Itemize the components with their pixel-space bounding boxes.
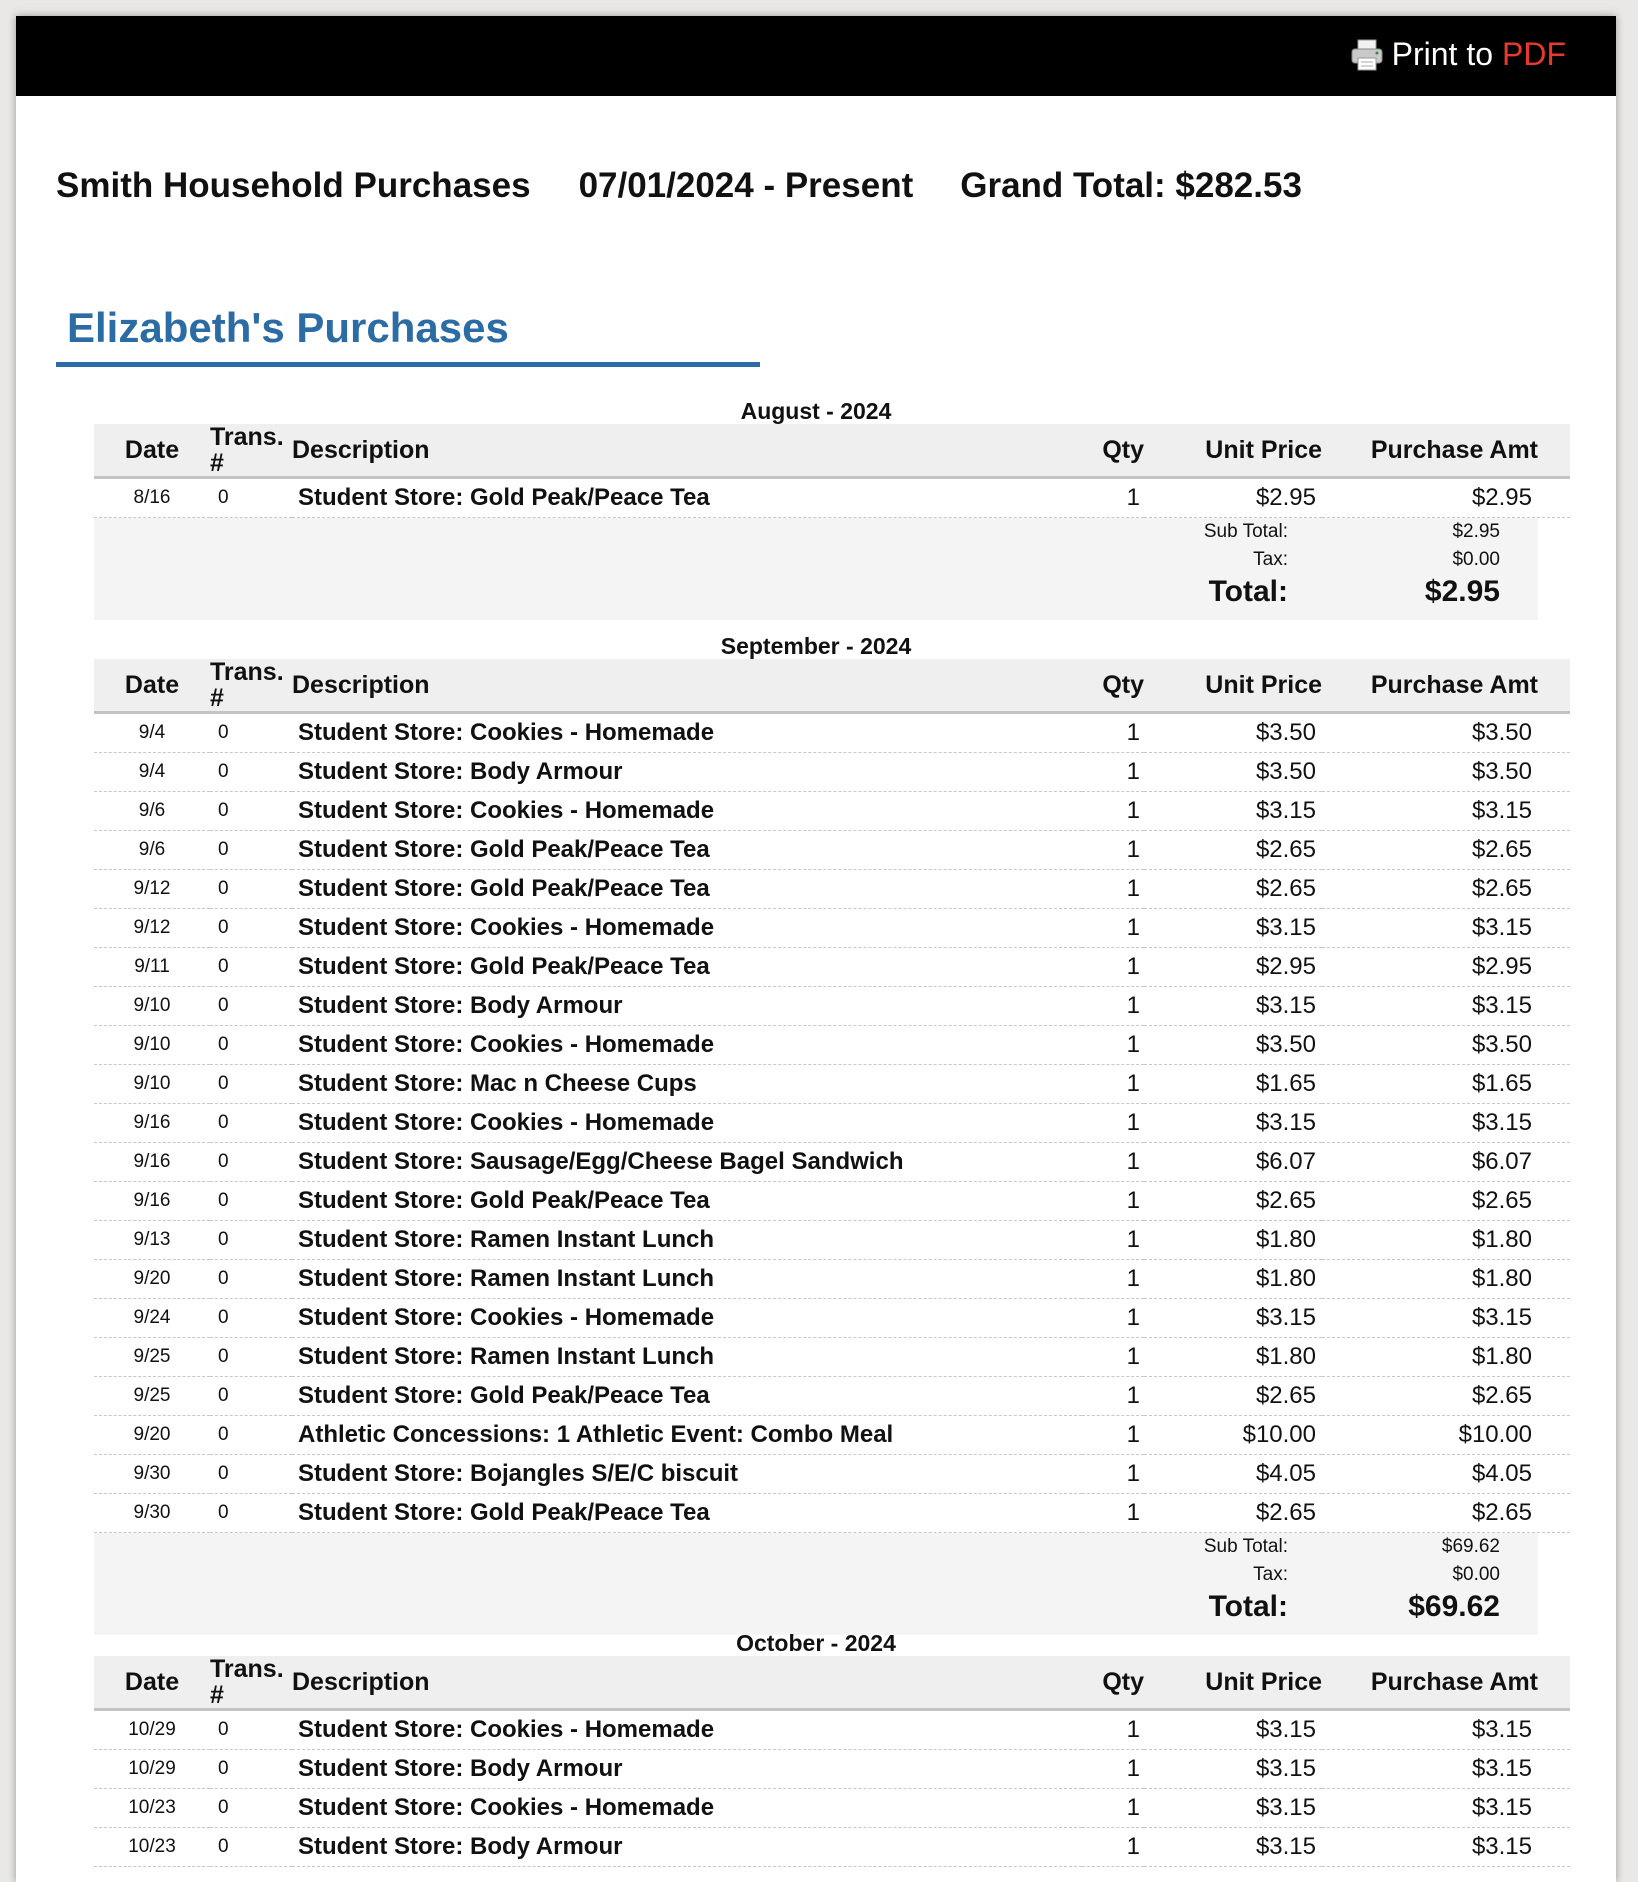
cell-date: 9/30	[94, 1494, 210, 1533]
cell-trans: 0	[210, 831, 292, 870]
tax-label: Tax:	[1253, 1564, 1288, 1585]
cell-desc: Student Store: Cookies - Homemade	[292, 1104, 1082, 1143]
month-title: September - 2024	[720, 633, 912, 659]
cell-desc: Student Store: Body Armour	[292, 987, 1082, 1026]
cell-qty: 1	[1082, 1143, 1144, 1182]
cell-unit: $3.15	[1144, 909, 1322, 948]
cell-date: 9/12	[94, 870, 210, 909]
pdf-label: PDF	[1502, 36, 1566, 72]
cell-qty: 1	[1082, 1377, 1144, 1416]
cell-trans: 0	[210, 909, 292, 948]
cell-date: 10/23	[94, 1789, 210, 1828]
cell-desc: Student Store: Ramen Instant Lunch	[292, 1338, 1082, 1377]
cell-amt: $1.80	[1322, 1260, 1570, 1299]
cell-qty: 1	[1082, 1416, 1144, 1455]
table-row	[94, 1377, 1570, 1416]
cell-amt: $3.50	[1322, 713, 1570, 753]
table-row	[94, 1104, 1570, 1143]
subtotal-label: Sub Total:	[1203, 1536, 1288, 1557]
cell-qty: 1	[1082, 1750, 1144, 1789]
table-row	[94, 1455, 1570, 1494]
cell-amt: $3.15	[1322, 1299, 1570, 1338]
subtotal-value: $69.62	[1441, 1536, 1500, 1557]
cell-qty: 1	[1082, 1338, 1144, 1377]
cell-desc: Student Store: Cookies - Homemade	[292, 1710, 1082, 1750]
cell-trans: 0	[210, 1182, 292, 1221]
cell-trans: 0	[210, 870, 292, 909]
column-header-desc: Description	[292, 1656, 1082, 1710]
cell-unit: $3.15	[1144, 792, 1322, 831]
total-label: Total:	[1208, 1590, 1288, 1623]
table-row	[94, 792, 1570, 831]
table-row	[94, 1026, 1570, 1065]
cell-desc: Student Store: Cookies - Homemade	[292, 1299, 1082, 1338]
table-row	[94, 1494, 1570, 1533]
cell-unit: $2.95	[1144, 948, 1322, 987]
cell-date: 9/4	[94, 753, 210, 792]
month-section	[94, 398, 1538, 620]
cell-date: 9/10	[94, 987, 210, 1026]
cell-qty: 1	[1082, 792, 1144, 831]
cell-date: 9/10	[94, 1065, 210, 1104]
cell-trans: 0	[210, 1026, 292, 1065]
month-summary	[94, 518, 1538, 620]
cell-desc: Student Store: Gold Peak/Peace Tea	[292, 948, 1082, 987]
cell-qty: 1	[1082, 1182, 1144, 1221]
cell-amt: $2.65	[1322, 1377, 1570, 1416]
cell-unit: $3.15	[1144, 987, 1322, 1026]
tax-label: Tax:	[1253, 549, 1288, 570]
report-page	[16, 16, 1616, 1882]
cell-unit: $3.15	[1144, 1710, 1322, 1750]
cell-unit: $6.07	[1144, 1143, 1322, 1182]
cell-trans: 0	[210, 1455, 292, 1494]
cell-amt: $2.95	[1322, 948, 1570, 987]
column-header-amt: Purchase Amt	[1322, 1656, 1570, 1710]
cell-unit: $1.80	[1144, 1221, 1322, 1260]
cell-amt: $1.80	[1322, 1338, 1570, 1377]
cell-unit: $2.95	[1144, 478, 1322, 518]
cell-amt: $3.50	[1322, 1026, 1570, 1065]
table-row	[94, 1828, 1570, 1867]
cell-trans: 0	[210, 987, 292, 1026]
cell-qty: 1	[1082, 870, 1144, 909]
cell-unit: $3.50	[1144, 1026, 1322, 1065]
cell-desc: Student Store: Cookies - Homemade	[292, 792, 1082, 831]
cell-trans: 0	[210, 1221, 292, 1260]
column-header-qty: Qty	[1082, 424, 1144, 478]
cell-date: 9/4	[94, 713, 210, 753]
cell-trans: 0	[210, 1750, 292, 1789]
cell-qty: 1	[1082, 1455, 1144, 1494]
table-row	[94, 713, 1570, 753]
report-title: Smith Household Purchases	[56, 166, 531, 205]
cell-qty: 1	[1082, 1299, 1144, 1338]
cell-unit: $3.15	[1144, 1750, 1322, 1789]
cell-trans: 0	[210, 792, 292, 831]
cell-qty: 1	[1082, 1710, 1144, 1750]
cell-unit: $2.65	[1144, 1377, 1322, 1416]
cell-desc: Student Store: Cookies - Homemade	[292, 713, 1082, 753]
cell-unit: $1.65	[1144, 1065, 1322, 1104]
cell-desc: Student Store: Ramen Instant Lunch	[292, 1221, 1082, 1260]
table-row	[94, 948, 1570, 987]
cell-unit: $2.65	[1144, 831, 1322, 870]
printer-icon	[1350, 38, 1384, 72]
date-range: 07/01/2024 - Present	[578, 166, 914, 205]
cell-date: 9/20	[94, 1260, 210, 1299]
cell-amt: $2.65	[1322, 831, 1570, 870]
cell-date: 10/29	[94, 1750, 210, 1789]
table-row	[94, 1789, 1570, 1828]
cell-date: 9/16	[94, 1143, 210, 1182]
report-header	[56, 166, 1302, 206]
table-header-row	[94, 424, 1570, 478]
table-row	[94, 1750, 1570, 1789]
cell-unit: $10.00	[1144, 1416, 1322, 1455]
cell-desc: Student Store: Cookies - Homemade	[292, 1026, 1082, 1065]
table-row	[94, 753, 1570, 792]
column-header-desc: Description	[292, 659, 1082, 713]
cell-amt: $2.65	[1322, 1494, 1570, 1533]
tax-value: $0.00	[1452, 1564, 1500, 1585]
table-row	[94, 1182, 1570, 1221]
cell-trans: 0	[210, 753, 292, 792]
cell-unit: $3.50	[1144, 753, 1322, 792]
cell-qty: 1	[1082, 831, 1144, 870]
cell-date: 9/6	[94, 831, 210, 870]
cell-desc: Athletic Concessions: 1 Athletic Event: Combo Meal	[292, 1416, 1082, 1455]
column-header-unit: Unit Price	[1144, 1656, 1322, 1710]
cell-amt: $3.15	[1322, 1710, 1570, 1750]
cell-amt: $3.15	[1322, 1750, 1570, 1789]
cell-qty: 1	[1082, 1260, 1144, 1299]
table-row	[94, 1260, 1570, 1299]
table-row	[94, 831, 1570, 870]
cell-amt: $6.07	[1322, 1143, 1570, 1182]
cell-qty: 1	[1082, 987, 1144, 1026]
cell-desc: Student Store: Gold Peak/Peace Tea	[292, 831, 1082, 870]
cell-desc: Student Store: Gold Peak/Peace Tea	[292, 1182, 1082, 1221]
cell-trans: 0	[210, 1299, 292, 1338]
column-header-unit: Unit Price	[1144, 424, 1322, 478]
cell-date: 9/16	[94, 1104, 210, 1143]
cell-desc: Student Store: Cookies - Homemade	[292, 1789, 1082, 1828]
cell-unit: $3.15	[1144, 1828, 1322, 1867]
column-header-date: Date	[94, 659, 210, 713]
cell-trans: 0	[210, 948, 292, 987]
column-header-trans: Trans. #	[210, 1656, 292, 1710]
total-value: $69.62	[1408, 1590, 1500, 1623]
cell-trans: 0	[210, 1416, 292, 1455]
table-row	[94, 909, 1570, 948]
cell-unit: $4.05	[1144, 1455, 1322, 1494]
cell-desc: Student Store: Gold Peak/Peace Tea	[292, 870, 1082, 909]
cell-trans: 0	[210, 1377, 292, 1416]
table-row	[94, 1143, 1570, 1182]
table-row	[94, 1299, 1570, 1338]
cell-trans: 0	[210, 478, 292, 518]
grand-total: Grand Total: $282.53	[960, 166, 1302, 205]
cell-amt: $3.15	[1322, 1828, 1570, 1867]
cell-qty: 1	[1082, 478, 1144, 518]
cell-desc: Student Store: Bojangles S/E/C biscuit	[292, 1455, 1082, 1494]
cell-qty: 1	[1082, 1221, 1144, 1260]
person-section-header	[56, 304, 760, 367]
cell-trans: 0	[210, 1065, 292, 1104]
cell-trans: 0	[210, 713, 292, 753]
cell-desc: Student Store: Mac n Cheese Cups	[292, 1065, 1082, 1104]
table-header-row	[94, 1656, 1570, 1710]
cell-amt: $10.00	[1322, 1416, 1570, 1455]
cell-unit: $2.65	[1144, 870, 1322, 909]
cell-date: 9/10	[94, 1026, 210, 1065]
cell-trans: 0	[210, 1828, 292, 1867]
subtotal-label: Sub Total:	[1203, 521, 1288, 542]
total-value: $2.95	[1424, 575, 1500, 608]
table-row	[94, 1221, 1570, 1260]
cell-desc: Student Store: Sausage/Egg/Cheese Bagel Sandwich	[292, 1143, 1082, 1182]
cell-desc: Student Store: Cookies - Homemade	[292, 909, 1082, 948]
cell-desc: Student Store: Body Armour	[292, 1750, 1082, 1789]
cell-qty: 1	[1082, 1026, 1144, 1065]
cell-desc: Student Store: Gold Peak/Peace Tea	[292, 478, 1082, 518]
column-header-qty: Qty	[1082, 1656, 1144, 1710]
cell-date: 9/25	[94, 1338, 210, 1377]
column-header-date: Date	[94, 1656, 210, 1710]
table-row	[94, 1710, 1570, 1750]
total-label: Total:	[1208, 575, 1288, 608]
cell-amt: $1.65	[1322, 1065, 1570, 1104]
cell-unit: $1.80	[1144, 1260, 1322, 1299]
cell-date: 8/16	[94, 478, 210, 518]
column-header-amt: Purchase Amt	[1322, 424, 1570, 478]
cell-date: 9/12	[94, 909, 210, 948]
cell-amt: $3.15	[1322, 987, 1570, 1026]
column-header-trans: Trans. #	[210, 424, 292, 478]
cell-amt: $3.15	[1322, 909, 1570, 948]
cell-date: 9/30	[94, 1455, 210, 1494]
cell-qty: 1	[1082, 753, 1144, 792]
cell-date: 10/29	[94, 1710, 210, 1750]
table-row	[94, 987, 1570, 1026]
cell-unit: $3.15	[1144, 1104, 1322, 1143]
cell-unit: $3.50	[1144, 713, 1322, 753]
table-row	[94, 1416, 1570, 1455]
cell-date: 9/16	[94, 1182, 210, 1221]
cell-amt: $3.15	[1322, 792, 1570, 831]
column-header-date: Date	[94, 424, 210, 478]
cell-unit: $2.65	[1144, 1494, 1322, 1533]
cell-date: 9/25	[94, 1377, 210, 1416]
cell-desc: Student Store: Body Armour	[292, 1828, 1082, 1867]
cell-amt: $3.50	[1322, 753, 1570, 792]
column-header-trans: Trans. #	[210, 659, 292, 713]
cell-amt: $3.15	[1322, 1104, 1570, 1143]
purchases-table	[94, 424, 1570, 518]
cell-amt: $1.80	[1322, 1221, 1570, 1260]
cell-qty: 1	[1082, 1828, 1144, 1867]
cell-desc: Student Store: Body Armour	[292, 753, 1082, 792]
table-row	[94, 870, 1570, 909]
cell-trans: 0	[210, 1494, 292, 1533]
column-header-amt: Purchase Amt	[1322, 659, 1570, 713]
cell-qty: 1	[1082, 1494, 1144, 1533]
cell-amt: $3.15	[1322, 1789, 1570, 1828]
month-title: October - 2024	[736, 1630, 896, 1656]
cell-date: 9/13	[94, 1221, 210, 1260]
print-label: Print to	[1391, 36, 1493, 72]
person-heading: Elizabeth's Purchases	[67, 304, 509, 351]
cell-amt: $2.65	[1322, 1182, 1570, 1221]
cell-trans: 0	[210, 1338, 292, 1377]
cell-trans: 0	[210, 1710, 292, 1750]
table-row	[94, 1338, 1570, 1377]
cell-desc: Student Store: Gold Peak/Peace Tea	[292, 1377, 1082, 1416]
cell-amt: $4.05	[1322, 1455, 1570, 1494]
month-section	[94, 633, 1538, 1635]
cell-unit: $1.80	[1144, 1338, 1322, 1377]
column-header-unit: Unit Price	[1144, 659, 1322, 713]
cell-unit: $3.15	[1144, 1299, 1322, 1338]
purchases-table	[94, 659, 1570, 1533]
cell-trans: 0	[210, 1104, 292, 1143]
cell-amt: $2.95	[1322, 478, 1570, 518]
cell-qty: 1	[1082, 1104, 1144, 1143]
table-header-row	[94, 659, 1570, 713]
month-summary	[94, 1533, 1538, 1635]
cell-unit: $3.15	[1144, 1789, 1322, 1828]
cell-qty: 1	[1082, 909, 1144, 948]
cell-desc: Student Store: Ramen Instant Lunch	[292, 1260, 1082, 1299]
cell-trans: 0	[210, 1789, 292, 1828]
column-header-desc: Description	[292, 424, 1082, 478]
cell-trans: 0	[210, 1260, 292, 1299]
table-row	[94, 478, 1570, 518]
cell-date: 9/24	[94, 1299, 210, 1338]
cell-date: 9/6	[94, 792, 210, 831]
top-toolbar	[16, 16, 1616, 96]
cell-qty: 1	[1082, 1789, 1144, 1828]
month-title: August - 2024	[740, 398, 892, 424]
tax-value: $0.00	[1452, 549, 1500, 570]
purchases-table	[94, 1656, 1570, 1867]
cell-qty: 1	[1082, 1065, 1144, 1104]
cell-amt: $2.65	[1322, 870, 1570, 909]
column-header-qty: Qty	[1082, 659, 1144, 713]
table-row	[94, 1065, 1570, 1104]
cell-date: 9/20	[94, 1416, 210, 1455]
month-section	[94, 1630, 1538, 1867]
cell-date: 9/11	[94, 948, 210, 987]
cell-trans: 0	[210, 1143, 292, 1182]
cell-date: 10/23	[94, 1828, 210, 1867]
subtotal-value: $2.95	[1452, 521, 1500, 542]
cell-desc: Student Store: Gold Peak/Peace Tea	[292, 1494, 1082, 1533]
cell-qty: 1	[1082, 948, 1144, 987]
cell-unit: $2.65	[1144, 1182, 1322, 1221]
print-to-pdf-button[interactable]	[1350, 36, 1566, 73]
cell-qty: 1	[1082, 713, 1144, 753]
